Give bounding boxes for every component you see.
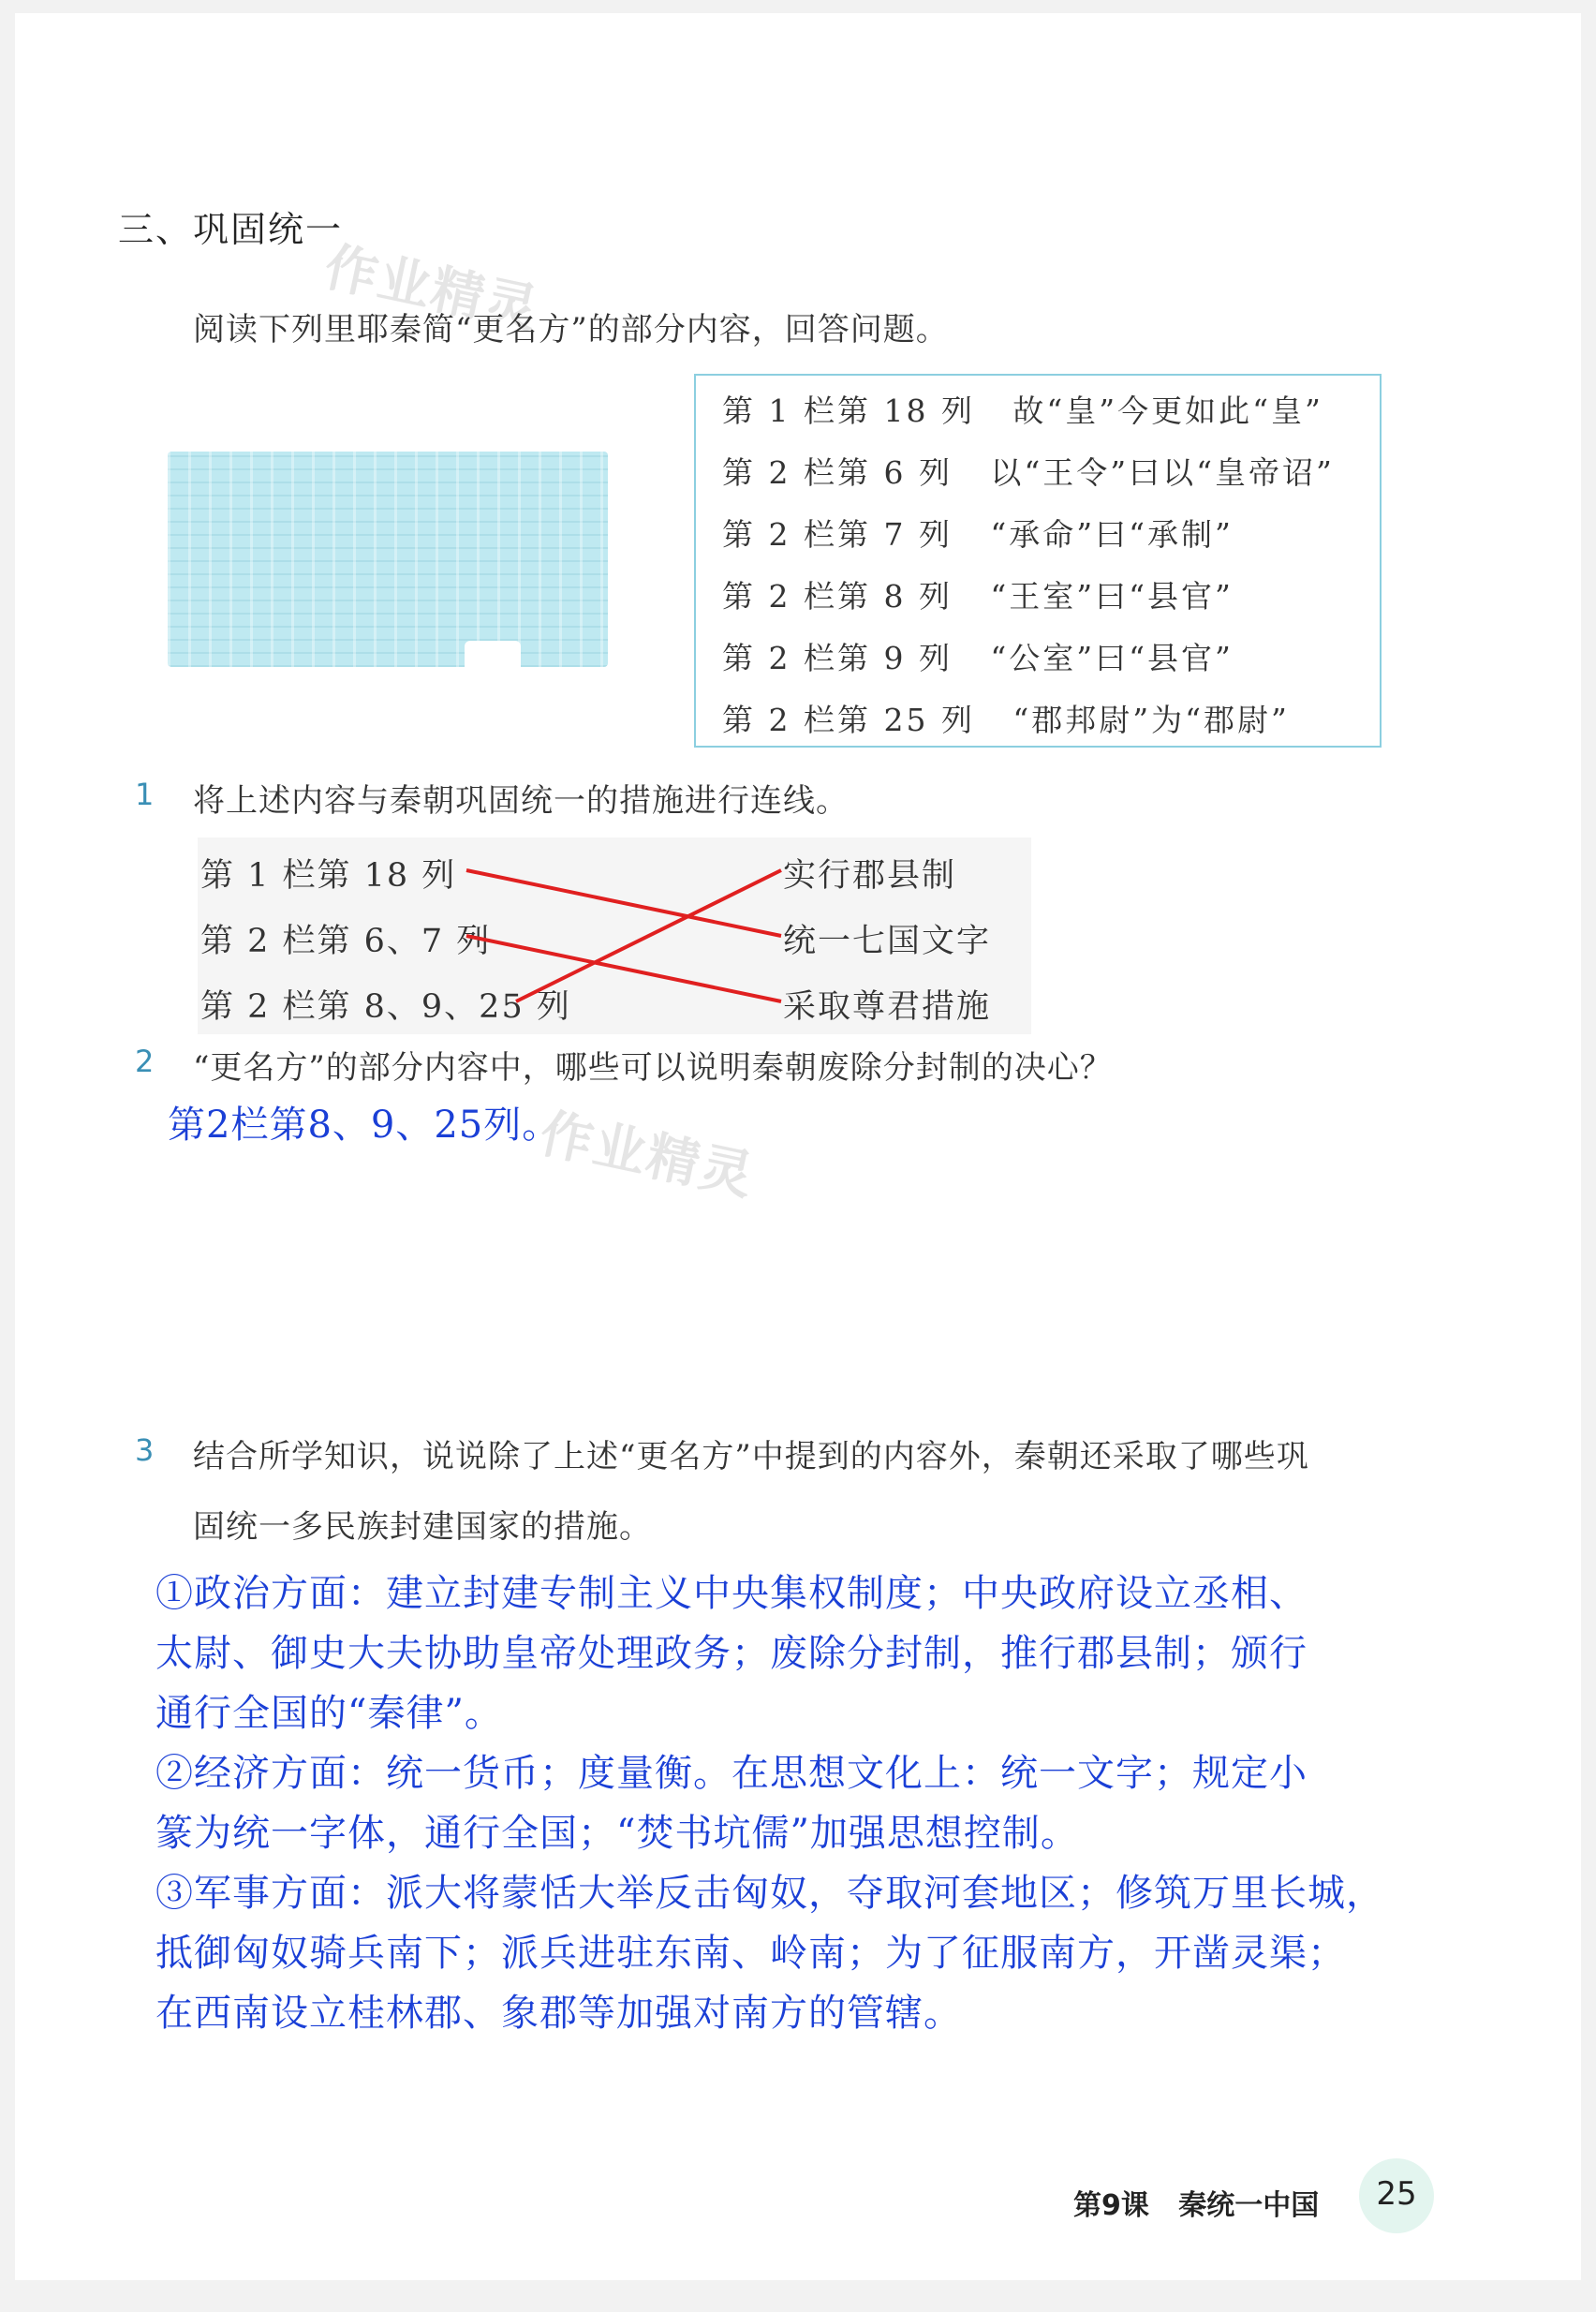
table-row: 第 2 栏第 9 列 “公室”曰“县官” — [722, 640, 1234, 676]
question-number-3: 3 — [135, 1432, 155, 1468]
answer-3-line: 在西南设立桂林郡、象郡等加强对南方的管辖。 — [155, 1992, 962, 2035]
intro-text: 阅读下列里耶秦简“更名方”的部分内容，回答问题。 — [193, 311, 949, 348]
match-right-2: 统一七国文字 — [783, 923, 992, 960]
watermark-middle: 作业精灵 — [534, 1103, 761, 1208]
watermark-top: 作业精灵 — [318, 236, 545, 342]
match-line-1 — [466, 870, 781, 936]
match-line-2 — [466, 936, 781, 1001]
match-right-1: 实行郡县制 — [783, 857, 957, 895]
table-row: 第 2 栏第 6 列 以“王令”曰以“皇帝诏” — [722, 454, 1335, 491]
answer-3-line: 通行全国的“秦律”。 — [155, 1692, 503, 1735]
table-row: 第 2 栏第 7 列 “承命”曰“承制” — [722, 516, 1234, 553]
answer-3 — [155, 1564, 1384, 2043]
textbook-page — [15, 13, 1581, 2280]
answer-3-line: ①政治方面：建立封建专制主义中央集权制度；中央政府设立丞相、 — [155, 1572, 1308, 1615]
section-title: 三、巩固统一 — [118, 209, 344, 250]
table-row: 第 1 栏第 18 列 故“皇”今更如此“皇” — [722, 393, 1323, 429]
footer-lesson-title: 第9课 秦统一中国 — [1073, 2189, 1320, 2222]
answer-3-line: 篆为统一字体，通行全国；“焚书坑儒”加强思想控制。 — [155, 1812, 1079, 1855]
match-left-2: 第 2 栏第 6、7 列 — [200, 923, 492, 960]
page-number: 25 — [1376, 2175, 1417, 2213]
match-left-1: 第 1 栏第 18 列 — [200, 857, 457, 895]
question-3-text-line-1: 结合所学知识，说说除了上述“更名方”中提到的内容外，秦朝还采取了哪些巩 — [193, 1438, 1309, 1475]
question-1-text: 将上述内容与秦朝巩固统一的措施进行连线。 — [193, 782, 849, 820]
answer-3-line: ③军事方面：派大将蒙恬大举反击匈奴，夺取河套地区；修筑万里长城， — [155, 1872, 1384, 1915]
question-number-2: 2 — [135, 1044, 155, 1079]
answer-3-line: 太尉、御史大夫协助皇帝处理政务；废除分封制，推行郡县制；颁行 — [155, 1632, 1308, 1675]
answer-3-line: ②经济方面：统一货币；度量衡。在思想文化上：统一文字；规定小 — [155, 1752, 1308, 1795]
question-3-text-line-2: 固统一多民族封建国家的措施。 — [193, 1508, 652, 1546]
table-row: 第 2 栏第 25 列 “郡邦尉”为“郡尉” — [722, 702, 1290, 738]
table-row: 第 2 栏第 8 列 “王室”曰“县官” — [722, 578, 1234, 615]
match-right-3: 采取尊君措施 — [783, 988, 992, 1026]
match-left-3: 第 2 栏第 8、9、25 列 — [200, 988, 571, 1026]
answer-3-line: 抵御匈奴骑兵南下；派兵进驻东南、岭南；为了征服南方，开凿灵渠； — [155, 1932, 1346, 1975]
question-number-1: 1 — [135, 777, 155, 812]
answer-2: 第2栏第8、9、25列。 — [168, 1104, 561, 1147]
question-2-text: “更名方”的部分内容中，哪些可以说明秦朝废除分封制的决心？ — [193, 1049, 1113, 1087]
match-lines — [15, 13, 1581, 1137]
